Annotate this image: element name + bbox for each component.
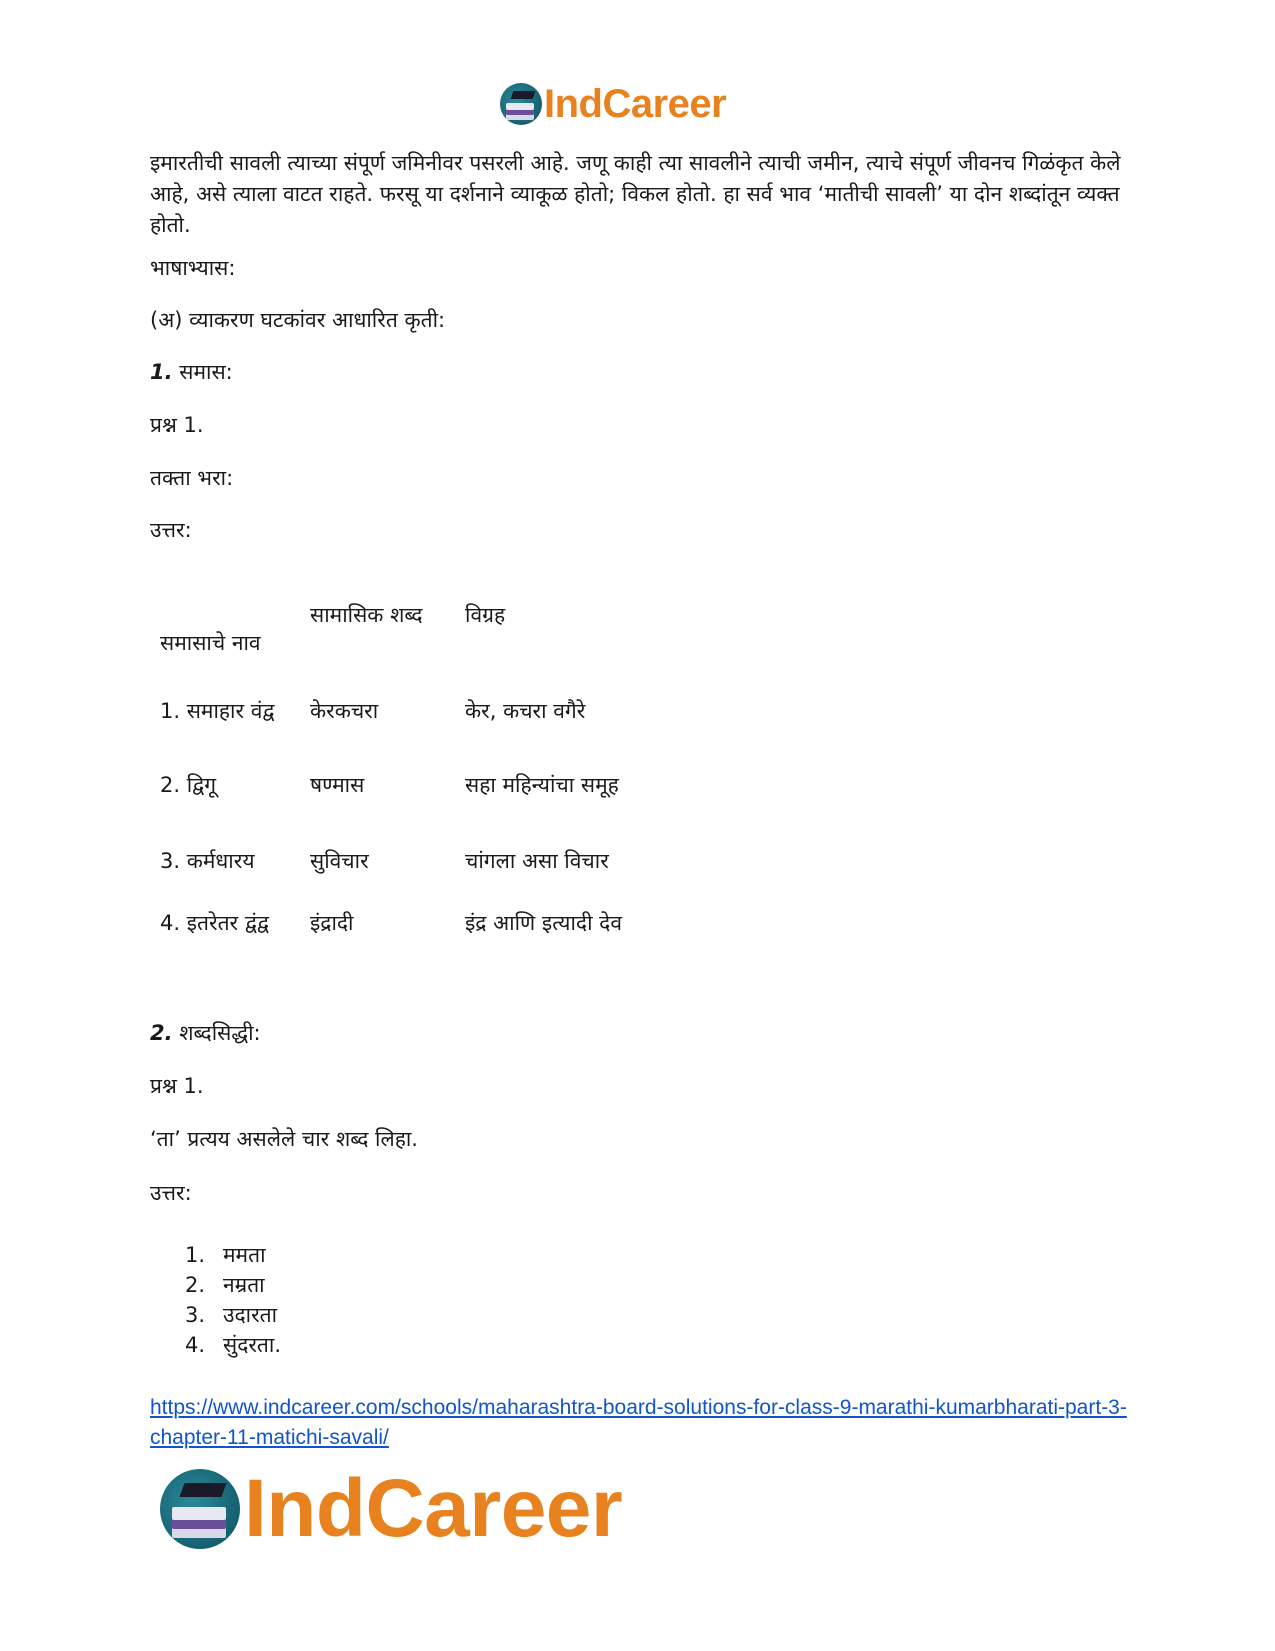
table-cell: षण्मास <box>310 773 365 797</box>
section-heading-language: भाषाभ्यास: <box>150 256 236 280</box>
table-header-cell: विग्रह <box>465 603 506 627</box>
footer-logo-text: IndCareer <box>244 1463 623 1554</box>
answer-list <box>185 1240 281 1360</box>
list-item: 1. ममता <box>185 1243 266 1267</box>
intro-paragraph: इमारतीची सावली त्याच्या संपूर्ण जमिनीवर पसरली आहे. जणू काही त्या सावलीने त्याची जमीन, त्याचे संपूर्ण जीवनच गिळंकृत केले आहे, असे त्याला वाटत राहते. फरसू या दर्शनाने व्याकूळ होतो; विकल होतो. हा सर्व भाव ‘मातीची सावली’ या दोन शब्दांतून व्यक्त होतो. <box>150 151 1121 237</box>
table-header-row <box>150 600 645 670</box>
list-item: 4. सुंदरता. <box>185 1333 282 1357</box>
table-cell: 4. इतरेतर द्वंद्व <box>160 911 269 935</box>
answer2-label: उत्तर: <box>150 1181 192 1205</box>
list-item: 3. उदारता <box>185 1303 278 1327</box>
indcareer-logo-icon <box>500 83 542 125</box>
table-row <box>150 670 645 750</box>
list-item: 2. नम्रता <box>185 1273 265 1297</box>
header-logo-text: IndCareer <box>544 82 727 126</box>
table-row <box>150 886 645 938</box>
table-cell: 1. समाहार वंद्व <box>160 699 275 723</box>
table-cell: सहा महिन्यांचा समूह <box>465 773 619 797</box>
table-header-cell: समासाचे नाव <box>160 631 261 655</box>
answer1-label: उत्तर: <box>150 518 192 542</box>
topic2-number: 2. <box>150 1021 173 1045</box>
table-cell: इंद्रादी <box>310 911 354 935</box>
topic1-number: 1. <box>150 360 173 384</box>
table-row <box>150 830 645 886</box>
topic2-title: शब्दसिद्धी: <box>179 1021 261 1045</box>
topic-heading-shabdasiddhi <box>150 1018 261 1048</box>
table-cell: चांगला असा विचार <box>465 849 609 873</box>
table-cell: इंद्र आणि इत्यादी देव <box>465 911 623 935</box>
question1-instruction: तक्ता भरा: <box>150 466 234 490</box>
table-cell: 2. द्विगू <box>160 773 217 797</box>
table-cell: केरकचरा <box>310 699 379 723</box>
table-cell: 3. कर्मधारय <box>160 849 255 873</box>
header-logo <box>500 80 726 128</box>
samas-table <box>150 600 645 938</box>
question2-label: प्रश्न 1. <box>150 1074 204 1098</box>
sub-heading-a: (अ) व्याकरण घटकांवर आधारित कृती: <box>150 308 446 332</box>
table-row <box>150 750 645 830</box>
indcareer-logo-icon <box>160 1469 240 1549</box>
topic1-title: समास: <box>179 360 233 384</box>
footer-logo <box>160 1463 623 1554</box>
table-cell: केर, कचरा वगैरे <box>465 699 586 723</box>
question1-label: प्रश्न 1. <box>150 413 204 437</box>
source-link[interactable]: https://www.indcareer.com/schools/maharashtra-board-solutions-for-class-9-marathi-kumarbharati-part-3-chapter-11-matichi-savali/ <box>150 1396 1127 1449</box>
table-cell: सुविचार <box>310 849 369 873</box>
table-header-cell: सामासिक शब्द <box>310 603 423 627</box>
topic-heading-samas <box>150 357 233 387</box>
intro-paragraph-block <box>150 148 1130 241</box>
question2-text: ‘ता’ प्रत्यय असलेले चार शब्द लिहा. <box>150 1127 418 1151</box>
